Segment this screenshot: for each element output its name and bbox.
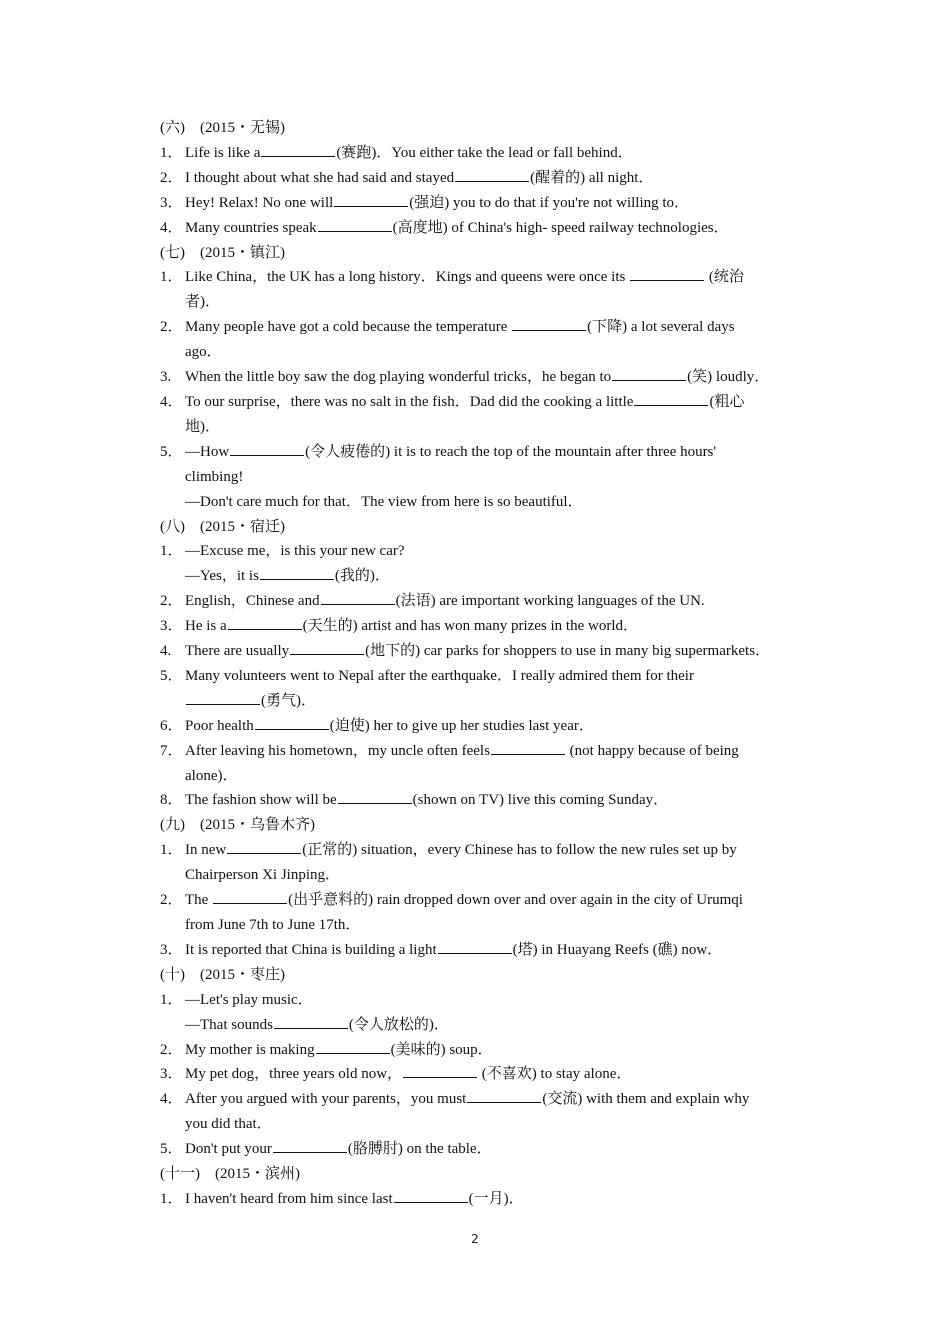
question-text: alone)． bbox=[185, 767, 238, 784]
question-item bbox=[160, 614, 810, 639]
question-number: 3． bbox=[160, 194, 183, 211]
answer-blank[interactable] bbox=[634, 391, 708, 406]
question-text: I haven't heard from him since last bbox=[185, 1190, 393, 1207]
question-text: (下降) a lot several days bbox=[587, 319, 735, 336]
answer-blank[interactable] bbox=[491, 740, 565, 755]
question-number: 1． bbox=[160, 1190, 183, 1207]
question-item bbox=[160, 1137, 810, 1162]
question-text: from June 7th to June 17th． bbox=[185, 917, 361, 933]
question-number: 2． bbox=[160, 892, 183, 909]
question-number: 4． bbox=[160, 393, 183, 410]
question-item bbox=[160, 141, 810, 166]
question-text: After leaving his hometown，my uncle often feels bbox=[185, 742, 490, 759]
question-text: (勇气)． bbox=[261, 692, 316, 709]
question-text: —Let's play music． bbox=[185, 991, 313, 1008]
question-continuation bbox=[160, 564, 810, 589]
question-text: 地)． bbox=[185, 418, 220, 435]
question-continuation bbox=[160, 290, 810, 315]
question-text: (醒着的) all night． bbox=[530, 169, 654, 186]
question-continuation bbox=[160, 465, 810, 490]
question-number: 5． bbox=[160, 667, 183, 684]
question-number: 2． bbox=[160, 169, 183, 186]
question-text: (法语) are important working languages of the UN. bbox=[395, 593, 705, 610]
question-text: The bbox=[185, 892, 213, 909]
question-item bbox=[160, 216, 810, 241]
question-number: 2． bbox=[160, 593, 183, 610]
question-text: —Yes，it is bbox=[185, 568, 259, 585]
question-text: ago． bbox=[185, 344, 222, 361]
question-text: you did that． bbox=[185, 1116, 272, 1133]
question-number: 7． bbox=[160, 742, 183, 759]
question-continuation bbox=[160, 1013, 810, 1038]
question-number: 2． bbox=[160, 319, 183, 336]
answer-blank[interactable] bbox=[260, 565, 334, 580]
question-item bbox=[160, 440, 810, 465]
question-text: My mother is making bbox=[185, 1041, 315, 1058]
question-text: (迫使) her to give up her studies last year． bbox=[329, 717, 594, 734]
answer-blank[interactable] bbox=[228, 615, 302, 630]
question-text: 者)． bbox=[185, 294, 220, 311]
question-item bbox=[160, 166, 810, 191]
question-text: (我的)． bbox=[334, 568, 390, 585]
question-item bbox=[160, 664, 810, 689]
question-text: —Excuse me，is this your new car? bbox=[185, 543, 405, 560]
answer-blank[interactable] bbox=[438, 939, 512, 954]
question-item bbox=[160, 315, 810, 340]
question-text: —Don't care much for that．The view from here is so beautiful． bbox=[185, 493, 583, 510]
question-number: 5． bbox=[160, 1141, 183, 1158]
question-text: He is a bbox=[185, 618, 227, 635]
question-text: —How bbox=[185, 443, 230, 460]
question-text: Many countries speak bbox=[185, 219, 317, 236]
question-text: There are usually bbox=[185, 643, 290, 660]
question-text: (一月)． bbox=[468, 1190, 524, 1207]
question-number: 1． bbox=[160, 269, 183, 286]
question-number: 4. bbox=[160, 643, 172, 660]
question-text: (胳膊肘) on the table． bbox=[347, 1141, 492, 1158]
question-text: (美味的) soup． bbox=[390, 1041, 493, 1058]
question-text: (shown on TV) live this coming Sunday． bbox=[412, 792, 669, 809]
question-number: 8． bbox=[160, 792, 183, 809]
question-text: Life is like a bbox=[185, 144, 261, 161]
question-text: Many people have got a cold because the temperature bbox=[185, 319, 512, 336]
question-text: After you argued with your parents，you must bbox=[185, 1091, 467, 1108]
question-text: (不喜欢) to stay alone． bbox=[478, 1066, 632, 1083]
question-item bbox=[160, 988, 810, 1013]
question-text: (出乎意料的) rain dropped down over and over again in the city of Urumqi bbox=[288, 892, 743, 909]
question-continuation bbox=[160, 764, 810, 789]
question-number: 1． bbox=[160, 144, 183, 161]
section-heading: (七) (2015・镇江) bbox=[160, 244, 285, 261]
question-continuation bbox=[160, 340, 810, 365]
question-continuation bbox=[160, 1112, 810, 1137]
question-text: (地下的) car parks for shoppers to use in many big supermarkets． bbox=[365, 643, 771, 660]
question-text: (令人疲倦的) it is to reach the top of the mountain after three hours' bbox=[305, 443, 717, 460]
answer-blank[interactable] bbox=[255, 715, 329, 730]
answer-blank[interactable] bbox=[274, 1014, 348, 1029]
answer-blank[interactable] bbox=[316, 1039, 390, 1054]
answer-blank[interactable] bbox=[512, 316, 586, 331]
question-number: 3. bbox=[160, 369, 172, 386]
question-number: 3． bbox=[160, 941, 183, 958]
question-item bbox=[160, 888, 810, 913]
question-item bbox=[160, 739, 810, 764]
question-continuation bbox=[160, 913, 810, 938]
question-continuation bbox=[160, 415, 810, 440]
question-text: In new bbox=[185, 842, 227, 859]
answer-blank[interactable] bbox=[394, 1188, 468, 1203]
question-item bbox=[160, 714, 810, 739]
question-item bbox=[160, 639, 810, 664]
page-number: 2 bbox=[471, 1232, 479, 1246]
answer-blank[interactable] bbox=[612, 366, 686, 381]
answer-blank[interactable] bbox=[227, 839, 301, 854]
answer-blank[interactable] bbox=[230, 441, 304, 456]
question-item bbox=[160, 365, 810, 390]
section-heading: (十) (2015・枣庄) bbox=[160, 966, 285, 983]
question-text: (笑) loudly． bbox=[687, 369, 770, 386]
question-continuation bbox=[160, 490, 810, 515]
question-text: (赛跑)．You either take the lead or fall behind． bbox=[336, 144, 633, 161]
question-text: (强迫) you to do that if you're not willing to． bbox=[409, 194, 690, 211]
question-text: Hey! Relax! No one will bbox=[185, 194, 334, 211]
question-number: 5． bbox=[160, 443, 183, 460]
answer-blank[interactable] bbox=[455, 167, 529, 182]
question-text: Don't put your bbox=[185, 1141, 272, 1158]
answer-blank[interactable] bbox=[630, 266, 704, 281]
question-text: climbing! bbox=[185, 468, 244, 485]
question-text: English，Chinese and bbox=[185, 593, 320, 610]
answer-blank[interactable] bbox=[261, 142, 335, 157]
answer-blank[interactable] bbox=[186, 690, 260, 705]
question-item bbox=[160, 390, 810, 415]
answer-blank[interactable] bbox=[318, 217, 392, 232]
question-item bbox=[160, 589, 810, 614]
question-item bbox=[160, 1187, 810, 1212]
question-text: (统治 bbox=[705, 269, 744, 286]
answer-blank[interactable] bbox=[467, 1088, 541, 1103]
question-continuation bbox=[160, 863, 810, 888]
question-text: When the little boy saw the dog playing wonderful tricks，he began to bbox=[185, 369, 612, 386]
answer-blank[interactable] bbox=[321, 590, 395, 605]
section-heading: (六) (2015・无锡) bbox=[160, 120, 285, 136]
question-text: (高度地) of China's high- speed railway technologies． bbox=[392, 219, 729, 236]
answer-blank[interactable] bbox=[213, 889, 287, 904]
answer-blank[interactable] bbox=[338, 789, 412, 804]
question-item bbox=[160, 265, 810, 290]
question-text: Like China，the UK has a long history．Kings and queens were once its bbox=[185, 269, 630, 286]
question-item bbox=[160, 191, 810, 216]
exercise-content bbox=[160, 116, 810, 1212]
question-continuation bbox=[160, 689, 810, 714]
answer-blank[interactable] bbox=[273, 1138, 347, 1153]
question-text: My pet dog，three years old now， bbox=[185, 1066, 403, 1083]
question-item bbox=[160, 1087, 810, 1112]
question-number: 3． bbox=[160, 618, 183, 635]
question-number: 1． bbox=[160, 991, 183, 1008]
question-text: To our surprise，there was no salt in the fish．Dad did the cooking a little bbox=[185, 393, 634, 410]
question-text: (塔) in Huayang Reefs (礁) now． bbox=[512, 941, 723, 958]
question-item bbox=[160, 539, 810, 564]
question-text: (粗心 bbox=[709, 393, 745, 410]
question-text: —That sounds bbox=[185, 1016, 273, 1033]
question-number: 3． bbox=[160, 1066, 183, 1083]
question-text: (not happy because of being bbox=[565, 742, 739, 759]
question-text: It is reported that China is building a light bbox=[185, 941, 437, 958]
question-number: 6． bbox=[160, 717, 183, 734]
question-number: 4． bbox=[160, 1091, 183, 1108]
question-number: 4． bbox=[160, 219, 183, 236]
question-item bbox=[160, 838, 810, 863]
question-item bbox=[160, 1038, 810, 1063]
question-text: (令人放松的)． bbox=[348, 1016, 449, 1033]
question-item bbox=[160, 1062, 810, 1087]
question-number: 2． bbox=[160, 1041, 183, 1058]
question-text: Poor health bbox=[185, 717, 254, 734]
question-item bbox=[160, 938, 810, 963]
question-item bbox=[160, 788, 810, 813]
question-text: Chairperson Xi Jinping． bbox=[185, 867, 340, 884]
answer-blank[interactable] bbox=[334, 192, 408, 207]
section-heading: (八) (2015・宿迁) bbox=[160, 518, 285, 535]
question-text: The fashion show will be bbox=[185, 792, 337, 809]
question-number: 1． bbox=[160, 842, 183, 859]
question-text: (交流) with them and explain why bbox=[542, 1091, 750, 1108]
section-heading: (十一) (2015・滨州) bbox=[160, 1166, 300, 1183]
section-heading: (九) (2015・乌鲁木齐) bbox=[160, 817, 315, 834]
question-text: (天生的) artist and has won many prizes in the world． bbox=[302, 618, 639, 635]
answer-blank[interactable] bbox=[290, 640, 364, 655]
answer-blank[interactable] bbox=[403, 1063, 477, 1078]
question-text: (正常的) situation，every Chinese has to follow the new rules set up by bbox=[302, 842, 737, 859]
question-text: Many volunteers went to Nepal after the earthquake．I really admired them for their bbox=[185, 667, 694, 684]
question-number: 1． bbox=[160, 543, 183, 560]
question-text: I thought about what she had said and stayed bbox=[185, 169, 455, 186]
